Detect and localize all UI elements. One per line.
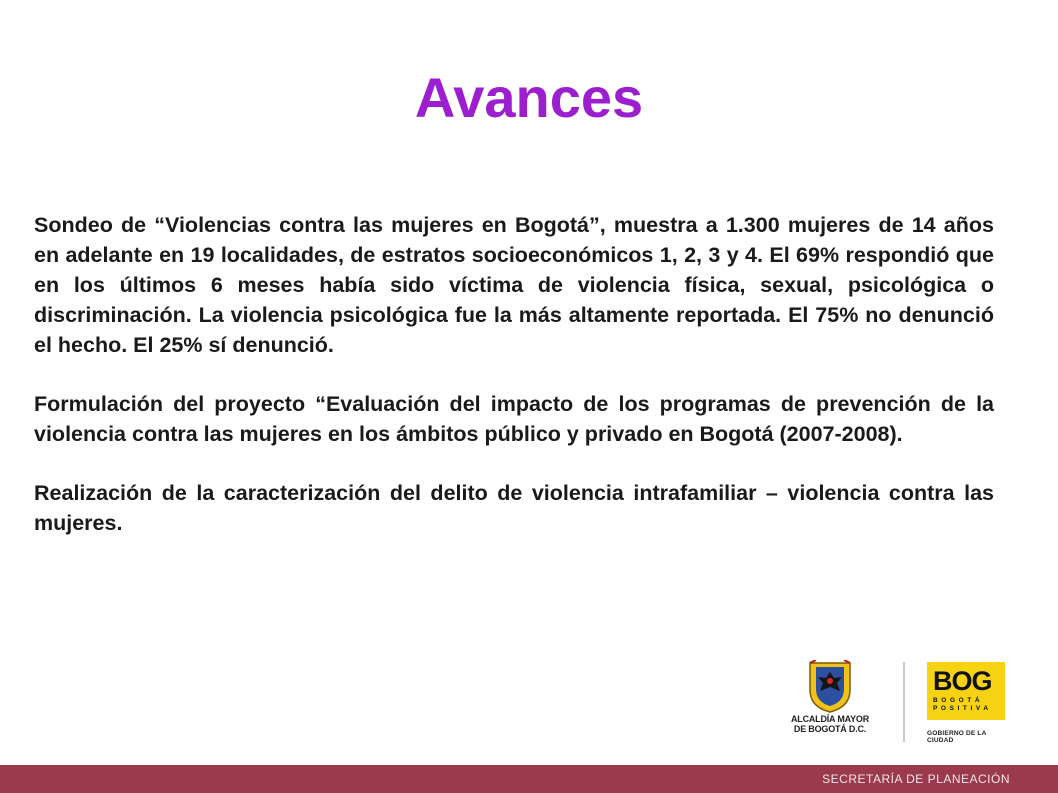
slide-body <box>34 210 994 567</box>
paragraph-sondeo: Sondeo de “Violencias contra las mujeres en Bogotá”, muestra a 1.300 mujeres de 14 años en adelante en 19 localidades, de estratos socioeconómicos 1, 2, 3 y 4. El 69% respondió que en los últimos 6 meses había sido víctima de violencia física, sexual, psicológica o discriminación. La violencia psicológica fue la más altamente reportada. El 75% no denunció el hecho. El 25% sí denunció. <box>34 213 994 357</box>
bog-word: BOG <box>933 666 992 696</box>
logos-area <box>780 660 1010 748</box>
footer-label: SECRETARÍA DE PLANEACIÓN <box>822 772 1010 786</box>
alcaldia-line-2: DE BOGOTÁ D.C. <box>793 724 867 734</box>
slide-title: Avances <box>414 66 644 129</box>
bogota-positiva-logo <box>927 662 1007 746</box>
bog-footer-text: GOBIERNO DE LA CIUDAD <box>927 730 987 744</box>
coat-of-arms-icon <box>806 660 854 714</box>
bog-subtitle: BOGOTÁ POSITIVA <box>933 697 992 712</box>
alcaldia-line-1: ALCALDÍA MAYOR <box>790 714 870 724</box>
paragraph-caracterizacion: Realización de la caracterización del delito de violencia intrafamiliar – violencia contra las mujeres. <box>34 481 994 535</box>
footer-bar <box>0 765 1058 793</box>
paragraph-formulacion: Formulación del proyecto “Evaluación del impacto de los programas de prevención de la violencia contra las mujeres en los ámbitos público y privado en Bogotá (2007-2008). <box>34 392 994 446</box>
alcaldia-logo <box>780 660 880 748</box>
logo-divider <box>903 662 905 742</box>
bog-badge <box>927 662 1005 720</box>
